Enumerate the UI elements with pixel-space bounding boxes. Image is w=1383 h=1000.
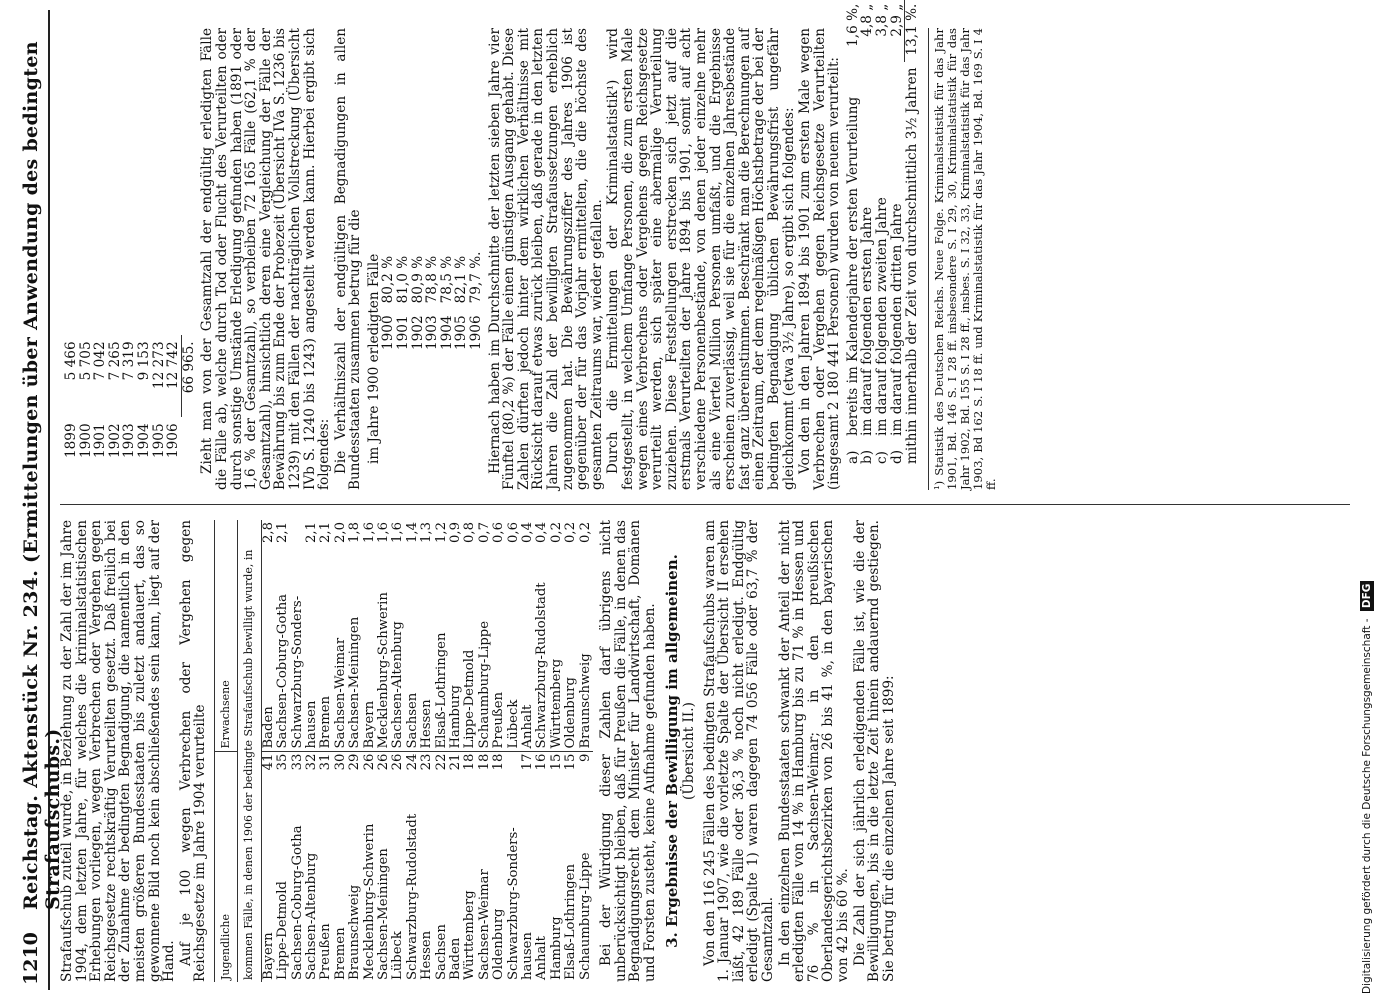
adult-state: Sachsen-Altenburg — [390, 621, 406, 749]
table-row — [435, 520, 449, 982]
year: 1906 — [165, 423, 182, 458]
dfg-logo: DFG — [1360, 581, 1374, 612]
ratio-year: 1903 — [424, 315, 441, 350]
juvenile-value: 26 — [391, 751, 405, 790]
table-row — [93, 335, 108, 464]
table-row — [291, 520, 305, 982]
adult-state: Württemberg — [548, 658, 564, 749]
reconviction-table — [846, 0, 920, 470]
adult-value: 2,1 — [275, 522, 291, 543]
adult-value: 1,3 — [419, 522, 435, 543]
juvenile-state: Oldenburg — [491, 908, 507, 980]
juvenile-state: hausen — [520, 932, 536, 980]
adult-state: Bayern — [361, 700, 377, 749]
adult-value: 0,4 — [520, 522, 536, 543]
paragraph: Von den in den Jahren 1894 bis 1901 zum ersten Male wegen Verbrechen oder Vergehen gegen Reichsgesetze Verurteilten (insgesamt 2 180 441 Personen) wurden von neuem verurteilt: — [797, 28, 843, 490]
adult-state: Sachsen-Coburg-Gotha — [275, 593, 291, 749]
page-title: Reichstag. Aktenstück Nr. 234. (Ermittelungen über Anwendung des bedingten Strafaufschubs.) — [20, 41, 64, 910]
adult-state: Bremen — [318, 695, 334, 749]
adult-value: 2,1 — [303, 522, 319, 543]
table-row — [64, 335, 79, 464]
item-text: im darauf folgenden zweiten Jahre — [874, 197, 891, 436]
juvenile-value: 30 — [334, 751, 348, 790]
table-row — [261, 520, 276, 982]
pct-rows — [381, 246, 483, 470]
juvenile-value: 26 — [377, 751, 391, 790]
adult-value: 1,2 — [433, 522, 449, 543]
juvenile-state: Sachsen-Coburg-Gotha — [289, 825, 305, 980]
juvenile-state: Schwarzburg-Sonders- — [505, 827, 521, 980]
document-sheet — [18, 3, 1363, 990]
table-row — [846, 0, 861, 470]
adult-value: 0,2 — [548, 522, 564, 543]
juvenile-value — [507, 751, 521, 790]
year: 1900 — [77, 423, 94, 458]
year-value: 9 153 — [135, 341, 152, 381]
juvenile-value: 18 — [492, 751, 506, 790]
juvenile-state: Sachsen-Weimar — [476, 869, 492, 980]
juvenile-state: Lippe-Detmold — [275, 881, 291, 980]
ratio-year: 1902 — [409, 315, 426, 350]
adult-state: Schwarzburg-Rudolstadt — [534, 582, 550, 749]
ratio-year: 1906 — [468, 315, 485, 350]
adult-value: 1,8 — [347, 522, 363, 543]
year-value: 7 265 — [106, 341, 123, 381]
juvenile-state: Lübeck — [390, 931, 406, 980]
year-value: 5 705 — [77, 341, 94, 381]
adult-value: 0,2 — [563, 522, 579, 543]
year-value: 7 042 — [92, 341, 109, 381]
ratio-value: 79,7 %. — [468, 251, 485, 304]
footnote: ¹) Statistik des Deutschen Reichs. Neue Folge. Kriminalstatistik für das Jahr 1901, Bd. 146 S. I 28 ff. insbesondere S. I 29, 30, Kriminalstatistik für das Jahr 1902, Bd. 155 S. I 28 ff., insbes. S. I 32, 33, Kriminalstatistik für das Jahr 1903, Bd 162 S. I 18 ff. und Kriminalstatistik für das Jahr 1904, Bd. 169 S. I 4 ff. — [928, 28, 998, 490]
paragraph: Die Verhältniszahl der endgültigen Begnadigungen in allen Bundesstaaten zusammen betrug für die — [332, 28, 364, 490]
item-text: im darauf folgenden dritten Jahre — [888, 203, 905, 436]
adult-value: 2,8 — [260, 522, 276, 543]
adult-state: Lübeck — [505, 699, 521, 749]
table-row — [152, 335, 167, 464]
pardon-ratio-table — [367, 246, 484, 470]
juvenile-value: 26 — [363, 751, 377, 790]
item-text: im darauf folgenden ersten Jahre — [859, 206, 876, 436]
ratio-value: 78,8 % — [424, 255, 441, 304]
juvenile-value: 23 — [420, 751, 434, 790]
table-row — [449, 520, 463, 982]
item-value: 4,8 „ — [859, 3, 876, 37]
adult-state: Sachsen-Meiningen — [347, 616, 363, 749]
paragraph: Von den 116 245 Fällen des bedingten Strafaufschubs waren am 1. Januar 1907, wie die vorletzte Spalte der Übersicht II ersehen läßt, 42 189 Fälle oder 36,3 % noch nicht erledigt. Endgültig erledigt (Spalte 1) waren dagegen 74 056 Fälle oder 63,7 % der Gesamtzahl. — [701, 520, 777, 982]
juvenile-state: Schwarzburg-Rudolstadt — [404, 813, 420, 980]
section-subtitle: (Übersicht II.) — [681, 702, 698, 800]
adult-value: 2,0 — [332, 522, 348, 543]
right-column — [60, 3, 998, 490]
table-row — [348, 520, 362, 982]
table-row — [381, 246, 396, 470]
year-value: 7 319 — [121, 341, 138, 381]
adult-value: 0,8 — [462, 522, 478, 543]
adult-value: 0,9 — [448, 522, 464, 543]
adult-value: 1,6 — [361, 522, 377, 543]
paragraph: In den einzelnen Bundesstaaten schwankt der Anteil der nicht erledigten Fälle von 14 % in Hamburg bis zu 71 % in Hessen und 76 % in Sachsen-Weimar; in den preußischen Oberlandesgerichtsbezirken von 26 bis 41 %, in den bayerischen von 42 bis 60 %. — [776, 520, 851, 982]
item-key: a) — [844, 450, 861, 464]
page-header — [18, 10, 64, 990]
section-title: 3. Ergebnisse der Bewilligung im allgemeinen. — [663, 554, 682, 948]
juvenile-value: 9 — [579, 751, 593, 790]
table-row — [166, 335, 181, 464]
juvenile-state: Schaumburg-Lippe — [577, 852, 593, 980]
table-row — [411, 246, 426, 470]
table-row — [535, 520, 549, 982]
year: 1903 — [121, 423, 138, 458]
adult-state: hausen — [303, 700, 319, 749]
paragraph: Hiernach haben im Durchschnitte der letzten sieben Jahre vier Fünftel (80,2 %) der Fälle einen günstigen Ausgang gehabt. Diese Zahlen dürften jedoch hinter dem wirklichen Verhältnisse mit Rücksicht darauf etwas zurück bleiben, daß gerade in den letzten Jahren die Zahl der bewilligten Strafaussetzungen erheblich zugenommen hat. Die Bewährungsziffer des Jahres 1906 ist gegenüber der für das Vorjahr ermittelten, die die höchste des gesamten Zeitraums war, wieder gefallen. — [486, 28, 605, 490]
table-row — [363, 520, 377, 982]
table-row — [890, 0, 905, 470]
juvenile-state: Baden — [448, 937, 464, 980]
juvenile-value: 16 — [535, 751, 549, 790]
table-row — [79, 335, 94, 464]
item-rows — [846, 0, 905, 470]
table-row — [137, 335, 152, 464]
ratio-value: 80,9 % — [409, 255, 426, 304]
juvenile-value: 21 — [449, 751, 463, 790]
ratio-value: 81,0 % — [395, 255, 412, 304]
year-value: 5 466 — [63, 341, 79, 381]
adult-state: Sachsen — [404, 692, 420, 749]
ratio-year: 1900 — [380, 315, 397, 350]
table-row — [521, 520, 535, 982]
juvenile-state: Anhalt — [534, 936, 550, 980]
adult-state: Preußen — [491, 691, 507, 749]
mittel-value: 13,1 %. — [905, 0, 920, 62]
table-row — [319, 520, 333, 982]
table-row — [391, 520, 405, 982]
table-row — [478, 520, 492, 982]
year: 1899 — [63, 423, 79, 458]
table-row — [406, 520, 420, 982]
adult-state: Hamburg — [448, 684, 464, 749]
yearly-settlements-table — [64, 335, 196, 464]
adult-value: 0,7 — [476, 522, 492, 543]
year-value: 12 273 — [150, 341, 167, 389]
year: 1902 — [106, 423, 123, 458]
ratio-year: 1904 — [438, 315, 455, 350]
juvenile-value: 35 — [276, 751, 290, 790]
table-row — [550, 520, 564, 982]
juvenile-value: 32 — [305, 751, 319, 790]
table-row — [463, 520, 477, 982]
page-number: 1210 — [20, 932, 42, 985]
digitization-credit — [1355, 6, 1379, 994]
table-row — [420, 520, 434, 982]
year: 1904 — [135, 423, 152, 458]
credit-text: Digitalisierung gefördert durch die Deutsche Forschungsgemeinschaft - — [1361, 618, 1373, 994]
adult-state: Elsaß-Lothringen — [433, 632, 449, 749]
juvenile-state: Braunschweig — [347, 884, 363, 980]
ratio-intro: im Jahre 1900 erledigten Fälle — [365, 253, 382, 464]
juvenile-state: Sachsen-Altenburg — [303, 852, 319, 980]
table-header-adults: Erwachsene — [214, 520, 237, 751]
ratio-year: 1901 — [395, 315, 412, 350]
adult-value: 1,6 — [376, 522, 391, 543]
adult-value — [291, 520, 305, 558]
juvenile-value: 29 — [348, 751, 362, 790]
juvenile-value: 24 — [406, 751, 420, 790]
juvenile-value: 18 — [463, 751, 477, 790]
table-row — [875, 0, 890, 470]
juvenile-value: 22 — [435, 751, 449, 790]
table-row — [305, 520, 319, 982]
adult-value: 0,6 — [491, 522, 507, 543]
juvenile-state: Elsaß-Lothringen — [563, 864, 579, 980]
adult-state: Schaumburg-Lippe — [476, 620, 492, 749]
juvenile-state: Hamburg — [548, 916, 564, 980]
year-value: 12 742 — [165, 341, 182, 389]
item-key: d) — [888, 449, 905, 464]
juvenile-value: 33 — [291, 751, 305, 790]
ratio-value: 82,1 % — [453, 255, 470, 304]
juvenile-value: 31 — [319, 751, 333, 790]
table-row — [108, 335, 123, 464]
item-text: bereits im Kalenderjahre der ersten Verurteilung — [844, 96, 861, 436]
table-row — [396, 246, 411, 470]
table-row — [334, 520, 348, 982]
juvenile-value: 17 — [521, 751, 535, 790]
adult-state: Anhalt — [520, 704, 536, 749]
adult-state: Sachsen-Weimar — [332, 637, 348, 749]
paragraph: Auf je 100 wegen Verbrechen oder Vergehen gegen Reichsgesetze im Jahre 1904 verurteilte — [177, 520, 209, 982]
table-row — [564, 520, 578, 982]
adult-value: 0,4 — [534, 522, 550, 543]
adult-value: 0,2 — [577, 522, 593, 543]
paragraph: Strafaufschub zuteil wurde, in Beziehung zu der Zahl der im Jahre 1904, dem letzten Jahre, für welches die kriminalstatistischen Erhebungen vorliegen, wegen Verbrechen oder Vergehen gegen Reichsgesetze rechtskräftig Verurteilten gesetzt. Daß freilich bei der Zunahme der bedingten Begnadigung, die namentlich in den meisten größeren Bundesstaaten bis zuletzt andauert, das so gewonnene Bild noch kein abschließendes sein kann, liegt auf der Hand. — [59, 520, 178, 982]
table-row — [469, 246, 484, 470]
juvenile-state: Hessen — [419, 930, 435, 980]
ratio-value: 78,5 % — [438, 255, 455, 304]
adult-state: Schwarzburg-Sonders- — [289, 595, 305, 749]
item-key: c) — [874, 451, 891, 464]
juvenile-state: Sachsen-Meiningen — [376, 848, 391, 980]
table-row — [122, 335, 137, 464]
table-row — [860, 0, 875, 470]
paragraph: Die Zahl der sich jährlich erledigenden Fälle ist, wie die der Bewilligungen, bis in die letzte Zeit hinein andauernd gestiegen. Sie betrug für die einzelnen Jahre seit 1899: — [851, 520, 897, 982]
table-row — [507, 520, 521, 982]
juvenile-state: Bayern — [260, 932, 276, 980]
juvenile-value: 15 — [564, 751, 578, 790]
adult-state: Oldenburg — [563, 677, 579, 749]
adult-state: Lippe-Detmold — [462, 649, 478, 749]
year: 1905 — [150, 423, 167, 458]
table-intro: kommen Fälle, in denen 1906 der bedingte Strafaufschub bewilligt wurde, in — [238, 520, 261, 982]
item-key: b) — [859, 449, 876, 464]
juvenile-value: 41 — [261, 751, 276, 790]
table-row — [425, 246, 440, 470]
paragraph: Bei der Würdigung dieser Zahlen darf übrigens nicht unberücksichtigt bleiben, daß für Preußen die Fälle, in denen das Begnadigungsrecht dem Minister für Landwirtschaft, Domänen und Forsten zusteht, keine Aufnahme gefunden haben. — [598, 520, 658, 982]
juvenile-value: 18 — [478, 751, 492, 790]
adult-value: 1,4 — [404, 522, 420, 543]
juvenile-state: Sachsen — [433, 924, 449, 980]
item-value: 2,9 „ — [888, 3, 905, 37]
juvenile-state: Bremen — [332, 927, 348, 980]
adult-state: Baden — [260, 706, 276, 749]
ratio-rows — [261, 520, 593, 982]
paragraph: Durch die Ermittelungen der Kriminalstatistik¹) wird festgestellt, in welchem Umfange Personen, die zum ersten Male wegen eines Verbrechens oder Vergehens gegen Reichsgesetze verurteilt werden, sich später eine abermalige Verurteilung zuziehen. Diese Feststellungen erstrecken sich jetzt auf die erstmals Verurteilten der Jahre 1894 bis 1901, somit auf acht verschiedene Personenbestände, von denen jeder einzelne mehr als eine Viertel Million Personen umfaßt, und die Ergebnisse erscheinen zuverlässig, weil sie für die einzelnen Jahresbestände fast ganz übereinstimmen. Beschränkt man die Berechnungen auf einen Zeitraum, der dem regelmäßigen Höchstbetrage der bei der bedingten Begnadigung üblichen Bewährungsfrist ungefähr gleichkommt (etwa 3½ Jahre), so ergibt sich folgendes: — [605, 28, 797, 490]
paragraph: Zieht man von der Gesamtzahl der endgültig erledigten Fälle die Fälle ab, welche durch Tod oder Flucht des Verurteilten oder durch sonstige Umstände Erledigung gefunden haben (1891 oder 1,6 % der Gesamtzahl), so verbleiben 72 165 Fälle (62,1 % der Gesamtzahl), hinsichtlich deren eine Vergleichung der Fälle der Bewährung bis zum Ende der Probezeit (Übersicht IVa S. 1236 bis 1239) mit den Fällen der nachträglichen Vollstreckung (Übersicht IVb S. 1240 bis 1243) angestellt werden kann. Hierbei ergibt sich folgendes: — [199, 28, 333, 490]
adult-value: 2,1 — [318, 522, 334, 543]
adult-value: 1,6 — [390, 522, 406, 543]
juvenile-state: Mecklenburg-Schwerin — [361, 823, 377, 980]
mittel-text: mithin innerhalb der Zeit von durchschnittlich 3½ Jahren — [904, 67, 920, 464]
table-header-juveniles: Jugendliche — [214, 751, 237, 982]
year: 1901 — [92, 423, 109, 458]
ratio-table — [214, 520, 593, 982]
item-value: 3,8 „ — [874, 3, 891, 37]
table-row — [492, 520, 506, 982]
adult-state: Braunschweig — [577, 653, 593, 749]
table-row — [276, 520, 290, 982]
juvenile-value: 15 — [550, 751, 564, 790]
adult-state: Hessen — [419, 699, 435, 749]
item-value: 1,6 %, — [844, 3, 861, 47]
juvenile-state: Württemberg — [462, 890, 478, 980]
table-row — [454, 246, 469, 470]
left-column — [60, 520, 898, 982]
ratio-value: 80,2 % — [380, 255, 397, 304]
ratio-year: 1905 — [453, 315, 470, 350]
table-row — [440, 246, 455, 470]
adult-value: 0,6 — [505, 522, 521, 543]
juvenile-state: Preußen — [318, 923, 334, 980]
year-rows — [64, 335, 181, 464]
table-row — [579, 520, 593, 982]
table-row — [377, 520, 391, 982]
adult-state: Mecklenburg-Schwerin — [376, 592, 391, 749]
years-total: 66 965. — [181, 335, 196, 417]
column-divider — [60, 504, 1350, 505]
